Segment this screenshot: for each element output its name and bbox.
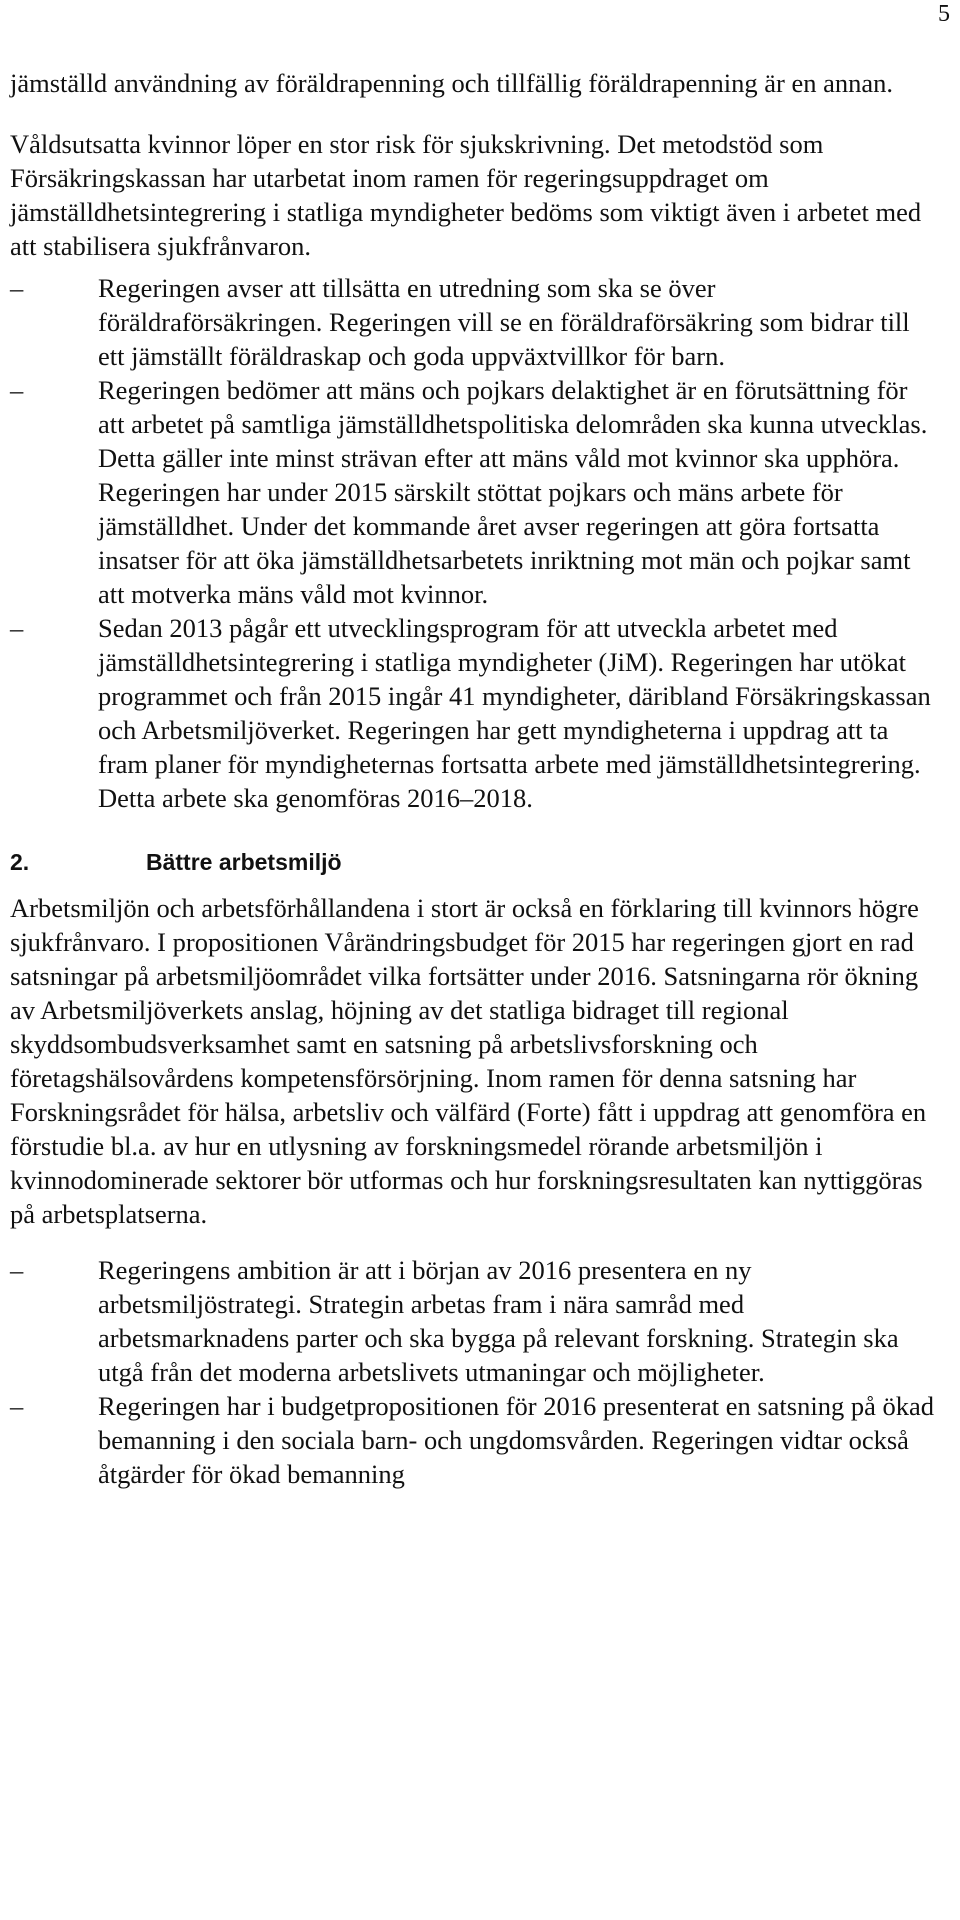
dash-bullet-icon: – <box>10 375 24 405</box>
intro-paragraph-2: Våldsutsatta kvinnor löper en stor risk för sjukskrivning. Det metodstöd som Försäkringskassan har utarbetat inom ramen för regeringsuppdraget om jämställdhetsintegrering i statliga myndigheter bedöms som viktigt även i arbetet med att stabilisera sjukfrånvaron. <box>10 129 922 261</box>
page-number: 5 <box>938 1 950 27</box>
list-item-text: Regeringen har i budgetpropositionen för 2016 presenterat en satsning på ökad bemanning i den sociala barn- och ungdomsvården. Regeringen vidtar också åtgärder för ökad bemanning <box>98 1391 934 1489</box>
list-item-text: Regeringen bedömer att mäns och pojkars delaktighet är en förutsättning för att arbetet på samtliga jämställdhetspolitiska delområden ska kunna utvecklas. Detta gäller inte minst strävan efter att mäns våld mot kvinnor ska upphöra. Regeringen har under 2015 särskilt stöttat pojkars och mäns arbete för jämställdhet. Under det kommande året avser regeringen att göra fortsatta insatser för att öka jämställdhetsarbetets inriktning mot män och pojkar samt att motverka mäns våld mot kvinnor. <box>98 375 928 609</box>
list-item <box>10 373 940 611</box>
list-item <box>10 271 940 373</box>
list-item-text: Regeringen avser att tillsätta en utredning som ska se över föräldraförsäkringen. Regeringen vill se en föräldraförsäkring som bidrar till ett jämställt föräldraskap och goda uppväxtvillkor för barn. <box>98 273 910 371</box>
dash-bullet-icon: – <box>10 613 24 643</box>
list-item-text: Sedan 2013 pågår ett utvecklingsprogram för att utveckla arbetet med jämställdhetsintegrering i statliga myndigheter (JiM). Regeringen har utökat programmet och från 2015 ingår 41 myndigheter, däribland Försäkringskassan och Arbetsmiljöverket. Regeringen har gett myndigheterna i uppdrag att ta fram planer för myndigheternas fortsatta arbete med jämställdhetsintegrering. Detta arbete ska genomföras 2016–2018. <box>98 613 931 813</box>
dash-bullet-icon: – <box>10 1255 24 1285</box>
intro-paragraph-1: jämställd användning av föräldrapenning och tillfällig föräldrapenning är en annan. <box>10 68 894 98</box>
section-paragraph: Arbetsmiljön och arbetsförhållandena i stort är också en förklaring till kvinnors högre sjukfrånvaro. I propositionen Vårändringsbudget för 2015 har regeringen gjort en rad satsningar på arbetsmiljöområdet vilka fortsätter under 2016. Satsningarna rör ökning av Arbetsmiljöverkets anslag, höjning av det statliga bidraget till regional skyddsombudsverksamhet samt en satsning på arbetslivsforskning och företagshälsovårdens kompetensförsörjning. Inom ramen för denna satsning har Forskningsrådet för hälsa, arbetsliv och välfärd (Forte) fått i uppdrag att genomföra en förstudie bl.a. av hur en utlysning av forskningsmedel rörande arbetsmiljön i kvinnodominerade sektorer bör utformas och hur forskningsresultaten kan nyttiggöras på arbetsplatserna. <box>10 893 927 1229</box>
measures-list-1 <box>10 271 940 815</box>
measures-list-2 <box>10 1253 940 1491</box>
body-text <box>10 66 940 1491</box>
list-item <box>10 1253 940 1389</box>
section-number: 2. <box>10 849 30 875</box>
section-title: Bättre arbetsmiljö <box>146 849 342 875</box>
section-heading <box>10 845 940 879</box>
dash-bullet-icon: – <box>10 273 24 303</box>
list-item-text: Regeringens ambition är att i början av 2016 presentera en ny arbetsmiljöstrategi. Strategin arbetas fram i nära samråd med arbetsmarknadens parter och ska bygga på relevant forskning. Strategin ska utgå från det moderna arbetslivets utmaningar och möjligheter. <box>98 1255 899 1387</box>
list-item <box>10 611 940 815</box>
dash-bullet-icon: – <box>10 1391 24 1421</box>
list-item <box>10 1389 940 1491</box>
